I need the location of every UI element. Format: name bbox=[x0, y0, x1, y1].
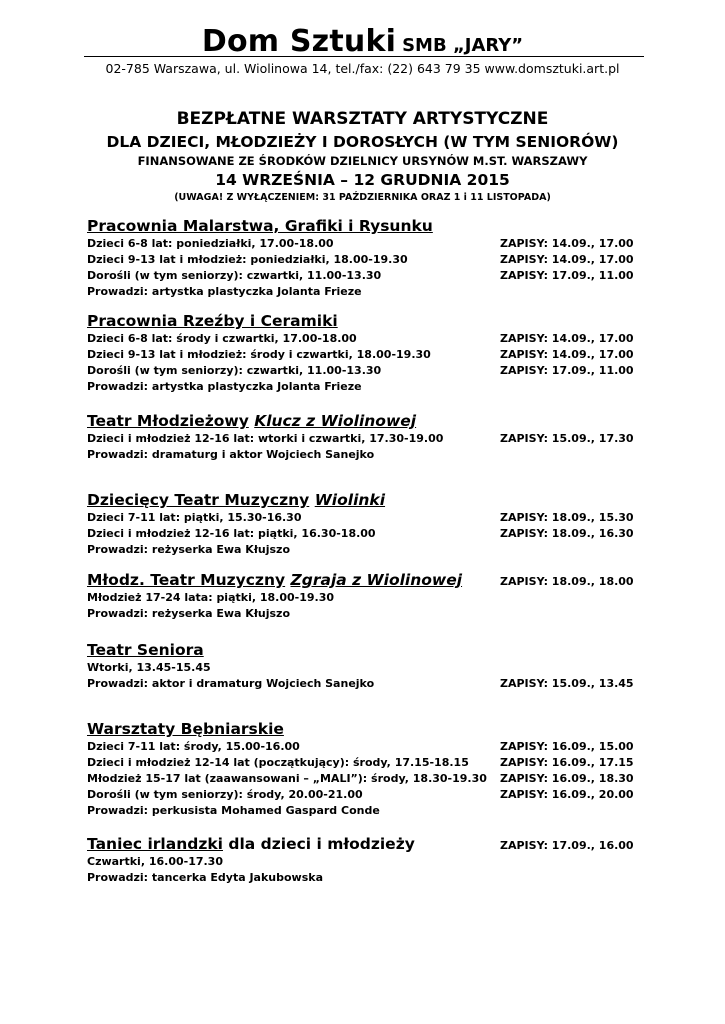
header-address: 02-785 Warszawa, ul. Wiolinowa 14, tel./fax: (22) 643 79 35 www.domsztuki.art.pl bbox=[105, 61, 620, 76]
list-item: Dzieci 9-13 lat i młodzież: środy i czwartki, 18.00-19.30 ZAPISY: 14.09., 17.00 bbox=[87, 348, 634, 361]
section-irish-dance bbox=[87, 834, 647, 886]
section-heading: Młodz. Teatr Muzyczny Zgraja z Wiolinowej ZAPISY: 18.09., 18.00 bbox=[87, 571, 634, 589]
section-heading: Dziecięcy Teatr Muzyczny Wiolinki bbox=[87, 491, 386, 509]
list-item: Prowadzi: tancerka Edyta Jakubowska bbox=[87, 871, 324, 884]
date-range: 14 WRZEŚNIA – 12 GRUDNIA 2015 bbox=[215, 171, 510, 189]
list-item: Prowadzi: reżyserka Ewa Kłujszo bbox=[87, 543, 291, 556]
list-item: Prowadzi: artystka plastyczka Jolanta Frieze bbox=[87, 285, 362, 298]
list-item: Młodzież 15-17 lat (zaawansowani – „MALI”): środy, 18.30-19.30 ZAPISY: 16.09., 18.30 bbox=[87, 772, 634, 785]
subheadline-audience: DLA DZIECI, MŁODZIEŻY I DOROSŁYCH (W TYM SENIORÓW) bbox=[106, 133, 619, 151]
list-item: Prowadzi: reżyserka Ewa Kłujszo bbox=[87, 607, 291, 620]
section-heading: Pracownia Malarstwa, Grafiki i Rysunku bbox=[87, 217, 433, 235]
section-youth-theatre bbox=[87, 411, 647, 463]
list-item: Dzieci 7-11 lat: piątki, 15.30-16.30 ZAPISY: 18.09., 15.30 bbox=[87, 511, 634, 524]
section-heading: Pracownia Rzeźby i Ceramiki bbox=[87, 312, 338, 330]
list-item: Dorośli (w tym seniorzy): czwartki, 11.00-13.30 ZAPISY: 17.09., 11.00 bbox=[87, 364, 634, 377]
section-heading: Teatr Młodzieżowy Klucz z Wiolinowej bbox=[87, 412, 417, 430]
list-item: Dzieci 6-8 lat: środy i czwartki, 17.00-18.00 ZAPISY: 14.09., 17.00 bbox=[87, 332, 634, 345]
list-item: Prowadzi: perkusista Mohamed Gaspard Conde bbox=[87, 804, 380, 817]
section-senior-theatre bbox=[87, 640, 647, 692]
subheadline-funding: FINANSOWANE ZE ŚRODKÓW DZIELNICY URSYNÓW M.ST. WARSZAWY bbox=[137, 154, 588, 168]
section-children-musical-theatre bbox=[87, 490, 647, 558]
list-item: Wtorki, 13.45-15.45 bbox=[87, 661, 211, 674]
date-exceptions-note: (UWAGA! Z WYŁĄCZENIEM: 31 PAŹDZIERNIKA ORAZ 1 i 11 LISTOPADA) bbox=[174, 192, 551, 203]
section-heading: Warsztaty Bębniarskie bbox=[87, 720, 284, 738]
list-item: Dzieci 9-13 lat i młodzież: poniedziałki, 18.00-19.30 ZAPISY: 14.09., 17.00 bbox=[87, 253, 634, 266]
list-item: Dorośli (w tym seniorzy): czwartki, 11.00-13.30 ZAPISY: 17.09., 11.00 bbox=[87, 269, 634, 282]
list-item: Prowadzi: artystka plastyczka Jolanta Frieze bbox=[87, 380, 362, 393]
section-painting-studio bbox=[87, 216, 647, 300]
list-item: Młodzież 17-24 lata: piątki, 18.00-19.30 bbox=[87, 591, 335, 604]
title-suffix: SMB „JARY” bbox=[402, 35, 524, 56]
section-youth-musical-theatre bbox=[87, 570, 647, 622]
headline: BEZPŁATNE WARSZTATY ARTYSTYCZNE bbox=[176, 109, 549, 129]
section-heading: Teatr Seniora bbox=[87, 641, 204, 659]
header-title bbox=[0, 24, 725, 59]
section-sculpture-studio bbox=[87, 311, 647, 395]
list-item: Dzieci 6-8 lat: poniedziałki, 17.00-18.00 ZAPISY: 14.09., 17.00 bbox=[87, 237, 634, 250]
section-heading: Taniec irlandzki dla dzieci i młodzieży ZAPISY: 17.09., 16.00 bbox=[87, 835, 634, 853]
list-item: Dzieci i młodzież 12-16 lat: piątki, 16.30-18.00 ZAPISY: 18.09., 16.30 bbox=[87, 527, 634, 540]
title-main: Dom Sztuki bbox=[201, 24, 397, 59]
list-item: Dzieci 7-11 lat: środy, 15.00-16.00 ZAPISY: 16.09., 15.00 bbox=[87, 740, 634, 753]
list-item: Prowadzi: dramaturg i aktor Wojciech Sanejko bbox=[87, 448, 375, 461]
list-item: Dzieci i młodzież 12-16 lat: wtorki i czwartki, 17.30-19.00 ZAPISY: 15.09., 17.30 bbox=[87, 432, 634, 445]
section-drumming-workshops bbox=[87, 719, 647, 819]
list-item: Prowadzi: aktor i dramaturg Wojciech Sanejko ZAPISY: 15.09., 13.45 bbox=[87, 677, 634, 690]
header-divider bbox=[84, 56, 644, 57]
list-item: Czwartki, 16.00-17.30 bbox=[87, 855, 223, 868]
list-item: Dzieci i młodzież 12-14 lat (początkujący): środy, 17.15-18.15 ZAPISY: 16.09., 17.15 bbox=[87, 756, 634, 769]
list-item: Dorośli (w tym seniorzy): środy, 20.00-21.00 ZAPISY: 16.09., 20.00 bbox=[87, 788, 634, 801]
